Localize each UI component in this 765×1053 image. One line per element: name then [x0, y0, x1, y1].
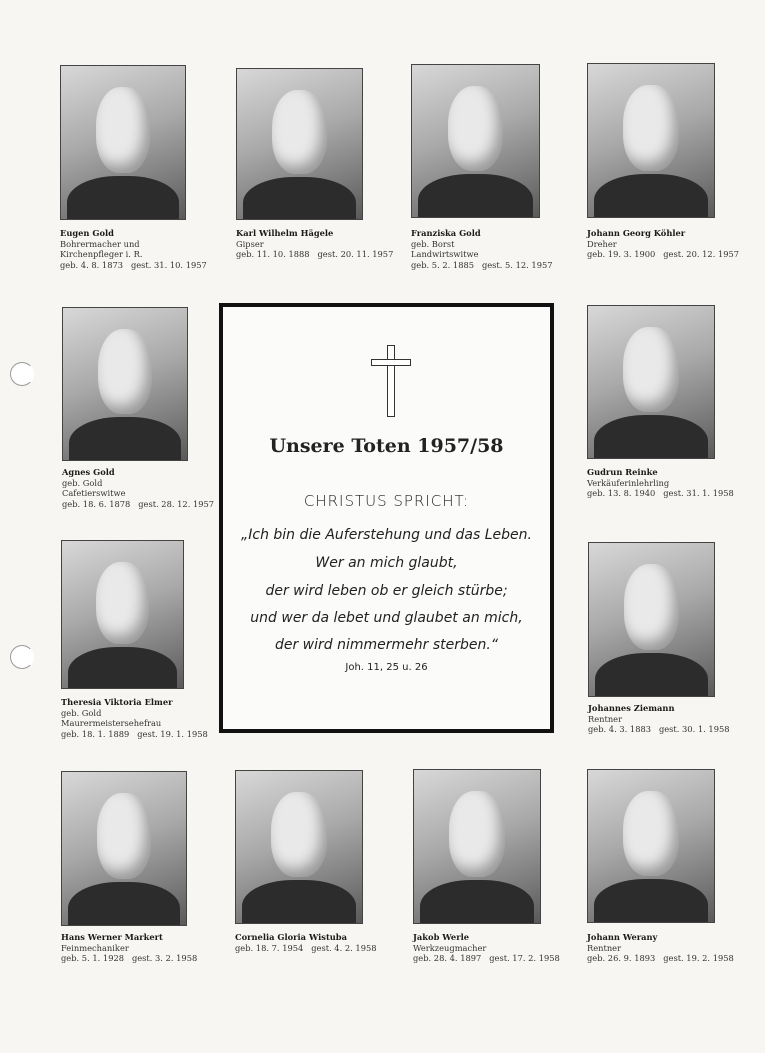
- person-name: Franziska Gold: [411, 228, 481, 238]
- portrait-caption: [411, 228, 553, 270]
- person-name: Eugen Gold: [60, 228, 114, 238]
- portrait-caption: [60, 228, 207, 270]
- person-detail: Cafetierswitwe: [62, 488, 126, 498]
- person-detail: geb. Gold: [62, 477, 103, 488]
- verse-line: der wird leben ob er gleich stürbe;: [265, 583, 508, 599]
- portrait-caption: [61, 932, 197, 964]
- verse-line: der wird nimmermehr sterben.“: [274, 637, 499, 653]
- person-detail: Werkzeugmacher: [413, 942, 487, 953]
- bible-reference: Joh. 11, 25 u. 26: [345, 662, 428, 673]
- portrait-photo: [235, 770, 363, 924]
- person-name: Theresia Viktoria Elmer: [61, 697, 173, 707]
- person-detail: Kirchenpfleger i. R.: [60, 249, 143, 259]
- person-detail: geb. 18. 7. 1954 gest. 4. 2. 1958: [235, 942, 377, 953]
- portrait-photo: [587, 769, 715, 923]
- person-detail: Rentner: [588, 713, 623, 724]
- person-detail: Rentner: [587, 942, 622, 953]
- person-name: Cornelia Gloria Wistuba: [235, 932, 347, 942]
- portrait-photo: [61, 540, 184, 689]
- portrait-caption: [588, 703, 730, 735]
- memorial-box: [219, 303, 554, 733]
- person-detail: geb. 5. 1. 1928 gest. 3. 2. 1958: [61, 953, 198, 963]
- cross-icon: [371, 345, 409, 415]
- portrait-photo: [60, 65, 186, 220]
- person-detail: Dreher: [587, 238, 617, 249]
- person-name: Jakob Werle: [413, 932, 469, 942]
- page-title: Unsere Toten 1957/58: [269, 435, 504, 457]
- person-detail: geb. 18. 1. 1889 gest. 19. 1. 1958: [61, 728, 208, 739]
- portrait-caption: [61, 697, 208, 739]
- person-detail: geb. 4. 3. 1883 gest. 30. 1. 1958: [588, 724, 730, 734]
- portrait-caption: [587, 467, 734, 499]
- person-detail: geb. 4. 8. 1873 gest. 31. 10. 1957: [60, 259, 207, 270]
- person-detail: geb. 26. 9. 1893 gest. 19. 2. 1958: [587, 953, 734, 963]
- person-detail: geb. Gold: [61, 707, 102, 718]
- portrait-photo: [588, 542, 715, 697]
- person-detail: Feinmechaniker: [61, 942, 129, 953]
- punch-hole: [10, 645, 34, 669]
- person-detail: geb. 13. 8. 1940 gest. 31. 1. 1958: [587, 488, 734, 498]
- person-detail: geb. 18. 6. 1878 gest. 28. 12. 1957: [62, 498, 215, 509]
- person-detail: Verkäuferinlehrling: [587, 477, 670, 488]
- portrait-caption: [587, 932, 734, 964]
- verse-line: und wer da lebet und glaubet an mich,: [250, 610, 523, 626]
- portrait-caption: [236, 228, 393, 260]
- portrait-photo: [587, 305, 715, 459]
- person-name: Karl Wilhelm Hägele: [236, 228, 334, 238]
- person-detail: geb. 11. 10. 1888 gest. 20. 11. 1957: [236, 249, 394, 259]
- person-detail: geb. 19. 3. 1900 gest. 20. 12. 1957: [587, 249, 740, 259]
- person-name: Johannes Ziemann: [588, 703, 675, 713]
- portrait-photo: [587, 63, 715, 218]
- person-detail: geb. Borst: [411, 238, 455, 249]
- portrait-photo: [236, 68, 363, 220]
- portrait-caption: [587, 228, 739, 260]
- verse-line: „Ich bin die Auferstehung und das Leben.: [241, 527, 532, 543]
- verse-line: Wer an mich glaubt,: [315, 555, 458, 571]
- person-detail: Bohrermacher und: [60, 238, 140, 249]
- portrait-caption: [62, 467, 214, 509]
- person-name: Agnes Gold: [62, 467, 115, 477]
- portrait-photo: [413, 769, 541, 924]
- person-detail: geb. 5. 2. 1885 gest. 5. 12. 1957: [411, 259, 553, 270]
- person-detail: geb. 28. 4. 1897 gest. 17. 2. 1958: [413, 953, 560, 963]
- person-name: Hans Werner Markert: [61, 932, 163, 942]
- person-detail: Maurermeistersehefrau: [61, 718, 162, 728]
- person-name: Johann Werany: [587, 932, 658, 942]
- person-name: Johann Georg Köhler: [587, 228, 686, 238]
- portrait-caption: [235, 932, 377, 953]
- person-detail: Gipser: [236, 238, 264, 249]
- punch-hole: [10, 362, 34, 386]
- person-detail: Landwirtswitwe: [411, 249, 479, 259]
- portrait-photo: [61, 771, 187, 926]
- portrait-photo: [411, 64, 540, 218]
- portrait-caption: [413, 932, 560, 964]
- person-name: Gudrun Reinke: [587, 467, 658, 477]
- verse-heading: CHRISTUS SPRICHT:: [303, 492, 470, 510]
- portrait-photo: [62, 307, 188, 461]
